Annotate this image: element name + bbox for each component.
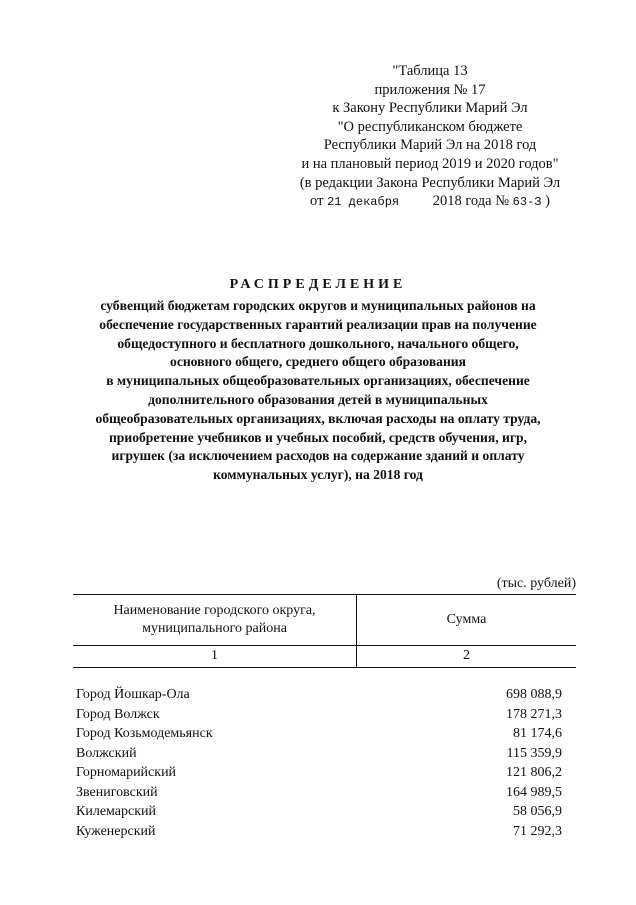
header-line: и на плановый период 2019 и 2020 годов" <box>301 155 559 172</box>
date-year: 2018 года № <box>432 193 510 210</box>
date-suffix: ) <box>545 193 550 210</box>
table-row <box>73 783 576 803</box>
header-line: Республики Марий Эл на 2018 год <box>323 137 537 154</box>
row-sum: 71 292,3 <box>513 823 562 839</box>
table-body <box>73 685 576 841</box>
table-row <box>73 724 576 744</box>
table-row <box>73 705 576 725</box>
row-name: Волжский <box>76 745 137 761</box>
header-date-line <box>285 192 575 212</box>
row-name: Горномарийский <box>76 765 177 780</box>
row-name: Город Козьмодемьянск <box>76 726 213 741</box>
row-sum: 115 359,9 <box>506 745 562 761</box>
column-number-1: 1 <box>211 648 218 663</box>
subtitle-line: субвенций бюджетам городских округов и муниципальных районов на <box>100 298 536 313</box>
table-header <box>73 594 576 668</box>
table-row <box>73 802 576 822</box>
row-name: Город Йошкар-Ола <box>76 687 190 702</box>
subtitle-line: игрушек (за исключением расходов на содержание зданий и оплату <box>111 448 525 464</box>
row-name: Город Волжск <box>76 706 160 722</box>
row-sum: 164 989,5 <box>506 784 562 800</box>
subtitle-line: общеобразовательных организациях, включая расходы на оплату труда, <box>95 410 541 426</box>
row-sum: 121 806,2 <box>506 765 562 780</box>
row-name: Куженерский <box>76 823 156 839</box>
header-line: приложения № 17 <box>374 81 486 98</box>
column-header-name <box>73 595 356 645</box>
header-line: к Закону Республики Марий Эл <box>332 100 528 117</box>
document-subtitle <box>40 297 596 485</box>
row-sum: 698 088,9 <box>506 687 562 702</box>
date-day-month: 21 декабря <box>327 195 400 210</box>
row-name: Звениговский <box>76 784 158 800</box>
subtitle-line: в муниципальных общеобразовательных организациях, обеспечение <box>106 373 530 389</box>
header-line: "О республиканском бюджете <box>337 118 523 135</box>
row-sum: 178 271,3 <box>506 706 562 722</box>
document-header <box>285 62 575 212</box>
subtitle-line: общедоступного и бесплатного дошкольного, начального общего, <box>117 335 519 351</box>
table-row <box>73 685 576 705</box>
document-title: РАСПРЕДЕЛЕНИЕ <box>229 277 407 292</box>
column-header-name-line: муниципального района <box>142 621 287 636</box>
column-header-sum: Сумма <box>446 612 487 627</box>
row-name: Килемарский <box>76 804 157 819</box>
table-row <box>73 822 576 842</box>
column-number-2: 2 <box>463 648 470 663</box>
units-label: (тыс. рублей) <box>496 576 576 591</box>
row-sum: 58 056,9 <box>513 804 562 819</box>
row-sum: 81 174,6 <box>513 726 562 741</box>
date-prefix: от <box>310 193 324 210</box>
header-line: "Таблица 13 <box>392 63 468 79</box>
subtitle-line: основного общего, среднего общего образования <box>170 354 466 370</box>
law-number: 63-З <box>512 195 542 210</box>
table-row <box>73 763 576 783</box>
subtitle-line: дополнительного образования детей в муниципальных <box>148 391 488 407</box>
header-line: (в редакции Закона Республики Марий Эл <box>299 174 561 191</box>
table-row <box>73 744 576 764</box>
column-header-name-line: Наименование городского округа, <box>113 603 316 618</box>
subtitle-line: обеспечение государственных гарантий реализации прав на получение <box>99 316 537 332</box>
subtitle-line: приобретение учебников и учебных пособий, средств обучения, игр, <box>108 429 528 445</box>
subtitle-line: коммунальных услуг), на 2018 год <box>213 467 423 483</box>
